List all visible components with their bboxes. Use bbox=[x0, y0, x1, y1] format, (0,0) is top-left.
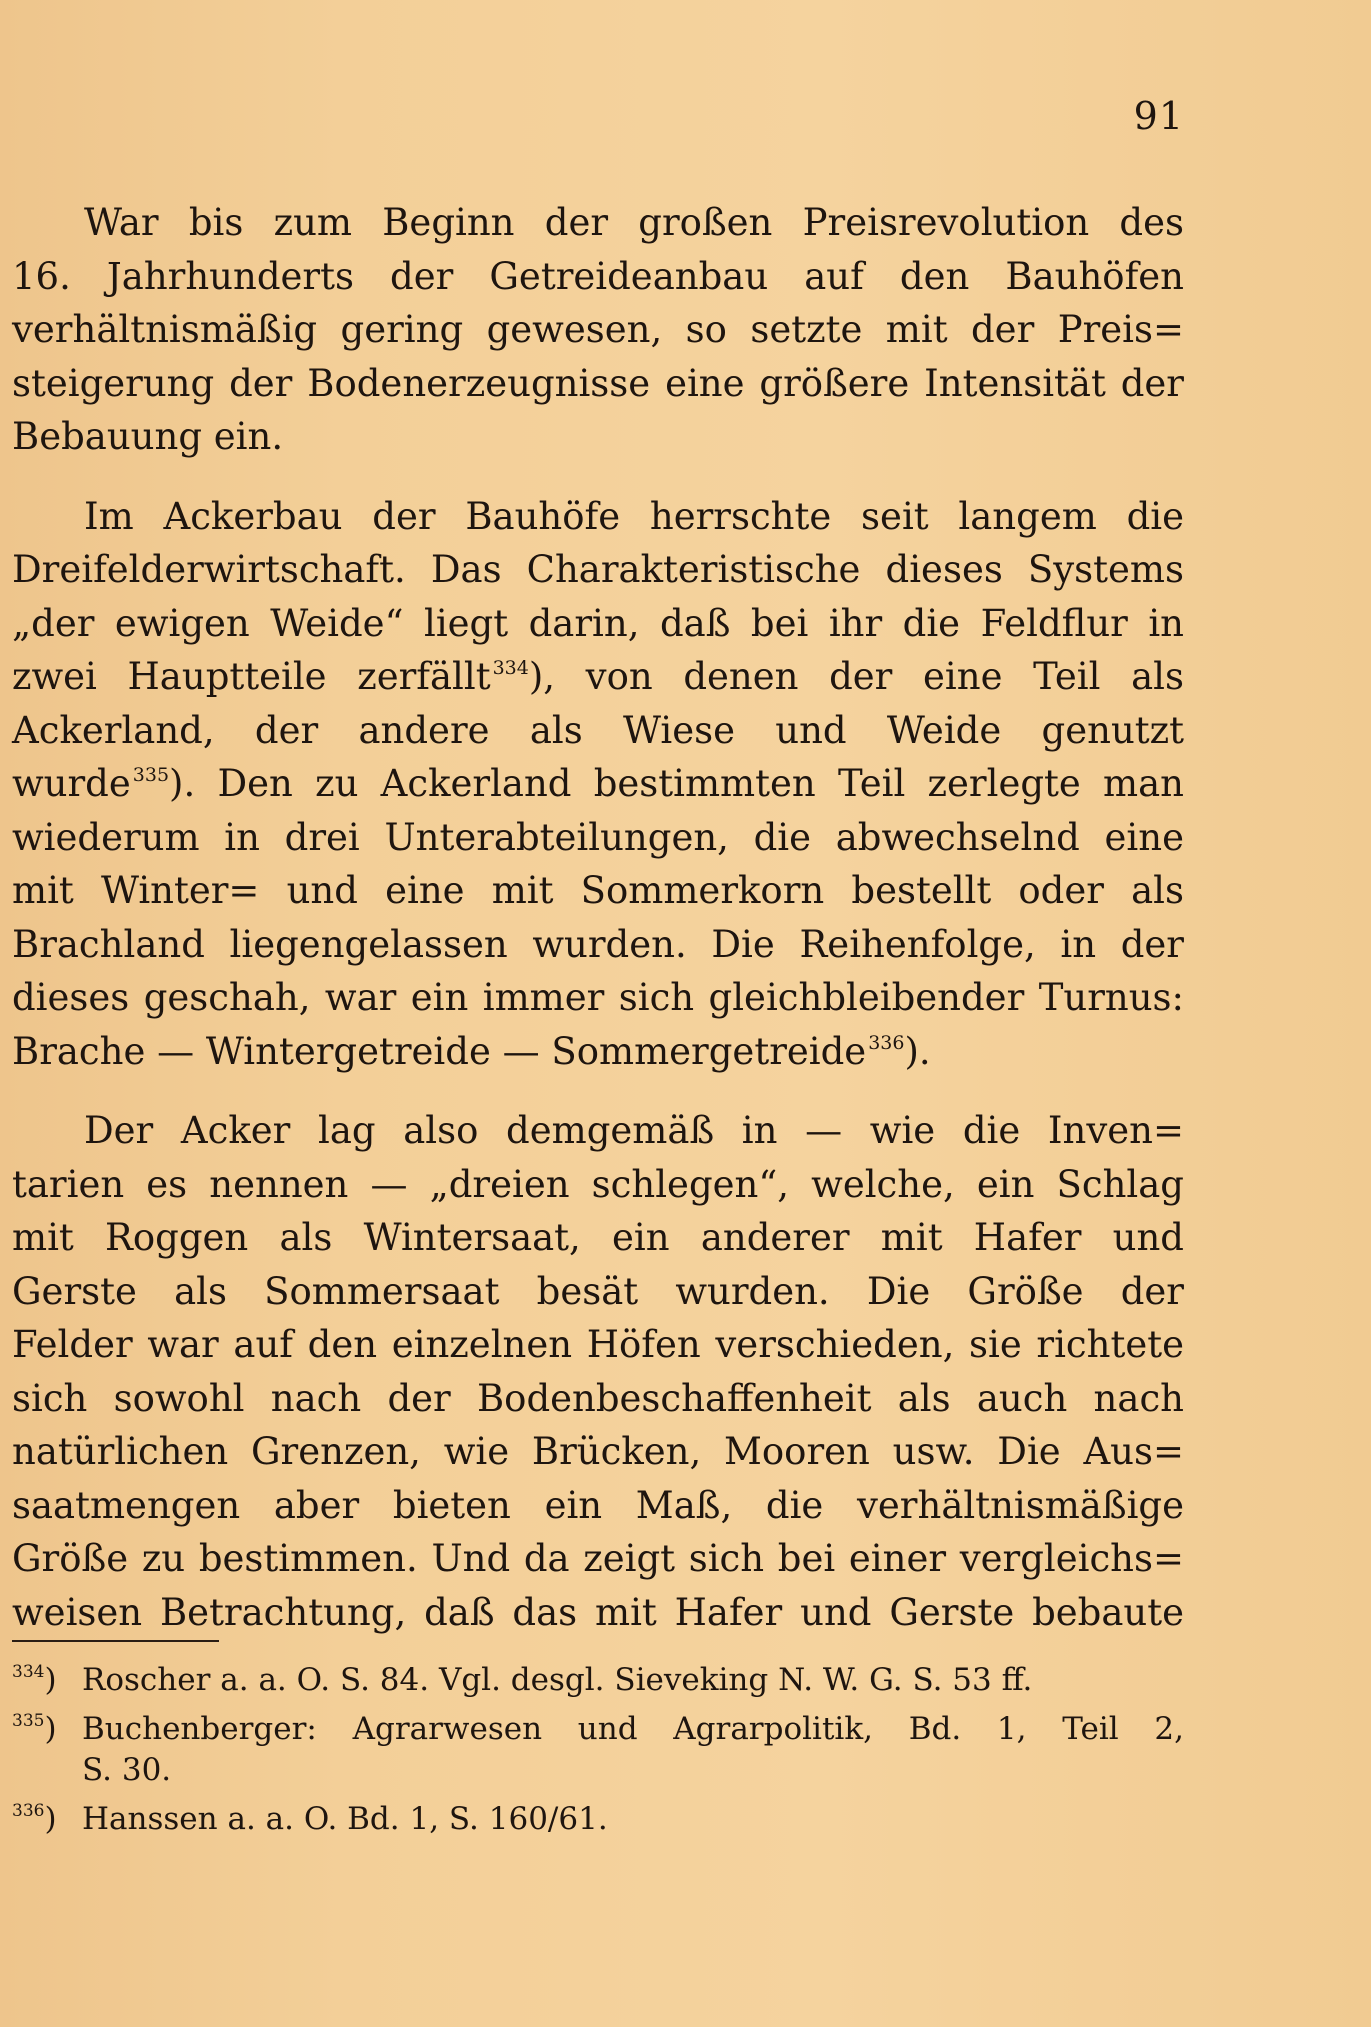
text-line bbox=[12, 196, 1184, 250]
footnote bbox=[12, 1660, 1184, 1701]
line-text: wiederum in drei Unterabteilungen, die abwechselnd eine bbox=[12, 815, 1184, 859]
footnote-number: 334 bbox=[12, 1662, 45, 1682]
line-text: Felder war auf den einzelnen Höfen verschieden, sie richtete bbox=[12, 1323, 1184, 1366]
paragraph bbox=[12, 490, 1184, 1079]
line-text: Brache — Wintergetreide — Sommergetreide bbox=[12, 1029, 867, 1073]
line-text: steigerung der Bodenerzeugnisse eine größere Intensität der bbox=[12, 361, 1184, 405]
footnotes bbox=[12, 1660, 1184, 1848]
line-text: tarien es nennen — „dreien schlegen“, welche, ein Schlag bbox=[12, 1162, 1184, 1206]
paragraph bbox=[12, 196, 1184, 464]
text-line bbox=[12, 971, 1184, 1025]
line-text: Der Acker lag also demgemäß in — wie die Inven= bbox=[84, 1109, 1184, 1152]
text-line bbox=[12, 357, 1184, 411]
footnote-reference: 334 bbox=[492, 657, 529, 679]
text-line bbox=[12, 1532, 1184, 1586]
text-line bbox=[12, 490, 1184, 544]
line-text-continued: ). Den zu Ackerland bestimmten Teil zerlegte man bbox=[169, 762, 1184, 805]
text-line bbox=[12, 597, 1184, 651]
text-line bbox=[12, 1265, 1184, 1319]
text-line bbox=[12, 1372, 1184, 1426]
text-line bbox=[12, 811, 1184, 865]
footnote-marker: $^{336}$) bbox=[12, 1801, 57, 1837]
line-text: Dreifelderwirtschaft. Das Charakteristische dieses Systems bbox=[12, 548, 1184, 591]
text-line bbox=[12, 1158, 1184, 1212]
line-text: Im Ackerbau der Bauhöfe herrschte seit langem die bbox=[84, 494, 1184, 538]
footnote-reference: 336 bbox=[868, 1031, 905, 1054]
text-line bbox=[12, 704, 1184, 758]
text-line bbox=[12, 1479, 1184, 1533]
text-line bbox=[12, 303, 1184, 357]
line-text: War bis zum Beginn der großen Preisrevolution des bbox=[84, 201, 1184, 244]
footnote-reference: 335 bbox=[132, 764, 170, 786]
line-text-continued: ), von denen der eine Teil als bbox=[528, 655, 1184, 698]
text-line bbox=[12, 250, 1184, 304]
footnote-marker: $^{335}$) bbox=[12, 1711, 57, 1747]
line-text: natürlichen Grenzen, wie Brücken, Mooren usw. Die Aus= bbox=[12, 1430, 1184, 1473]
footnote-separator bbox=[12, 1640, 219, 1642]
paragraph bbox=[12, 1104, 1184, 1639]
page-number: 91 bbox=[1133, 94, 1184, 138]
footnote bbox=[12, 1709, 1184, 1791]
line-text: Brachland liegengelassen wurden. Die Reihenfolge, in der bbox=[12, 922, 1184, 966]
footnote-body bbox=[82, 1799, 1184, 1840]
line-text: Größe zu bestimmen. Und da zeigt sich bei einer vergleichs= bbox=[12, 1537, 1184, 1580]
text-line bbox=[12, 410, 1184, 464]
text-line bbox=[12, 1318, 1184, 1372]
footnote bbox=[12, 1799, 1184, 1840]
footnote-body bbox=[82, 1660, 1184, 1701]
text-line bbox=[12, 1425, 1184, 1479]
text-line bbox=[12, 1211, 1184, 1265]
footnote-body bbox=[82, 1709, 1184, 1791]
line-text: Ackerland, der andere als Wiese und Weide genutzt bbox=[12, 708, 1184, 752]
main-text bbox=[12, 196, 1184, 1639]
line-text: mit Winter= und eine mit Sommerkorn bestellt oder als bbox=[12, 869, 1184, 912]
line-text: mit Roggen als Wintersaat, ein anderer mit Hafer und bbox=[12, 1216, 1184, 1259]
text-line bbox=[12, 864, 1184, 918]
footnote-text: Roscher a. a. O. S. 84. Vgl. desgl. Sieveking N. W. G. S. 53 ff. bbox=[82, 1662, 1033, 1698]
line-text-continued: ). bbox=[904, 1029, 931, 1073]
text-line bbox=[12, 1104, 1184, 1158]
footnote-text: S. 30. bbox=[82, 1752, 172, 1788]
footnote-text: Hanssen a. a. O. Bd. 1, S. 160/61. bbox=[82, 1801, 608, 1837]
footnote-number: 336 bbox=[12, 1801, 45, 1821]
line-text: „der ewigen Weide“ liegt darin, daß bei ihr die Feldflur in bbox=[12, 601, 1184, 645]
line-text: saatmengen aber bieten ein Maß, die verhältnismäßige bbox=[12, 1483, 1184, 1527]
footnote-number: 335 bbox=[12, 1711, 45, 1731]
text-line bbox=[12, 918, 1184, 972]
line-text: verhältnismäßig gering gewesen, so setzte mit der Preis= bbox=[12, 308, 1184, 351]
line-text: weisen Betrachtung, daß das mit Hafer und Gerste bebaute bbox=[12, 1590, 1184, 1634]
text-line bbox=[12, 543, 1184, 597]
line-text: zwei Hauptteile zerfällt bbox=[12, 655, 491, 698]
text-line bbox=[12, 1025, 1184, 1079]
line-text: dieses geschah, war ein immer sich gleichbleibender Turnus: bbox=[12, 976, 1184, 1019]
line-text: 16. Jahrhunderts der Getreideanbau auf den Bauhöfen bbox=[12, 254, 1184, 298]
line-text: Gerste als Sommersaat besät wurden. Die Größe der bbox=[12, 1269, 1184, 1313]
text-line bbox=[12, 1586, 1184, 1640]
text-line bbox=[12, 757, 1184, 811]
footnote-marker: $^{334}$) bbox=[12, 1662, 57, 1698]
footnote-text: Buchenberger: Agrarwesen und Agrarpolitik, Bd. 1, Teil 2, bbox=[82, 1711, 1184, 1747]
line-text: Bebauung ein. bbox=[12, 415, 284, 458]
line-text: sich sowohl nach der Bodenbeschaffenheit als auch nach bbox=[12, 1376, 1184, 1420]
line-text: wurde bbox=[12, 762, 131, 805]
text-line bbox=[12, 650, 1184, 704]
